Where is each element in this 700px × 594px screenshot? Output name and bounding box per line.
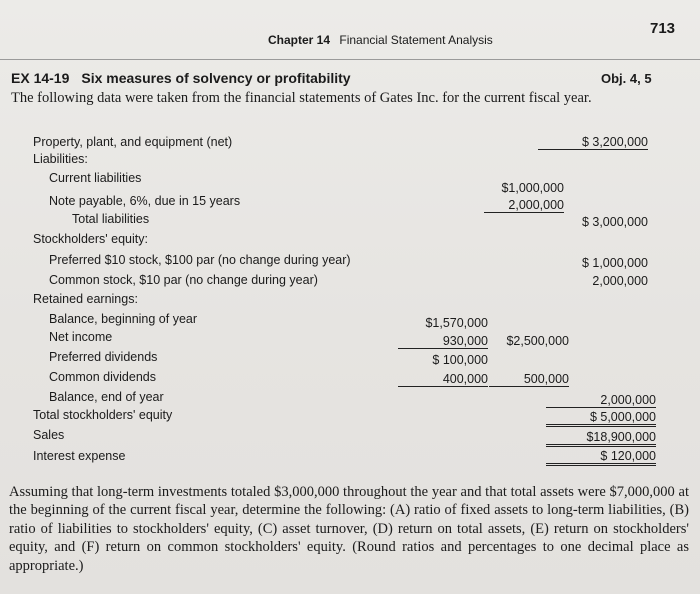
exercise-intro: The following data were taken from the financial statements of Gates Inc. for the current fiscal year.	[11, 90, 592, 106]
exercise-instructions: Assuming that long-term investments totaled $3,000,000 throughout the year and that total assets were $7,000,000 at the beginning of the current fiscal year, determine the following: (A) ratio of fixed assets to long-term liabilities, (B) ratio of liabilities to stockholders' equity, (C) asset turnover, (D) return on total assets, (E) return on stockholders' equity, and (F) return on common stockholders' equity. (Round ratios and percentages to one decimal place as appropriate.)	[9, 484, 689, 574]
exercise-heading	[11, 70, 351, 86]
preferred-stock-value: $ 1,000,000	[581, 256, 648, 270]
note-payable-value: 2,000,000	[484, 198, 564, 213]
total-liabilities-label: Total liabilities	[72, 212, 150, 226]
current-liabilities-value: $1,000,000	[501, 181, 564, 195]
objectives: Obj. 4, 5	[601, 71, 652, 86]
balance-begin-value: $1,570,000	[425, 316, 488, 330]
equity-heading: Stockholders' equity:	[33, 232, 148, 246]
net-income-label: Net income	[49, 330, 113, 344]
interest-expense-value: $ 120,000	[546, 449, 656, 466]
ppe-label: Property, plant, and equipment (net)	[33, 135, 233, 149]
preferred-stock-label: Preferred $10 stock, $100 par (no change during year)	[49, 253, 351, 267]
total-equity-label: Total stockholders' equity	[33, 408, 173, 422]
note-payable-label: Note payable, 6%, due in 15 years	[49, 194, 241, 208]
total-equity-value: $ 5,000,000	[546, 410, 656, 427]
sales-value: $18,900,000	[546, 430, 656, 447]
retained-earnings-heading: Retained earnings:	[33, 292, 138, 306]
balance-end-value: 2,000,000	[546, 393, 656, 408]
common-dividends-value: 400,000	[398, 372, 488, 387]
common-dividends-label: Common dividends	[49, 370, 156, 384]
net-income-value: 930,000	[398, 334, 488, 349]
ppe-value: $ 3,200,000	[538, 135, 648, 150]
dividends-total-value: 500,000	[489, 372, 569, 387]
chapter-title: Financial Statement Analysis	[339, 33, 493, 47]
exercise-title: Six measures of solvency or profitability	[81, 70, 351, 86]
balance-begin-label: Balance, beginning of year	[49, 312, 198, 326]
exercise-number: EX 14-19	[11, 70, 70, 86]
interest-expense-label: Interest expense	[33, 449, 126, 463]
preferred-dividends-value: $ 100,000	[432, 353, 488, 367]
page-number: 713	[650, 20, 676, 37]
header-rule	[0, 59, 700, 60]
retained-subtotal-value: $2,500,000	[506, 334, 569, 348]
balance-end-label: Balance, end of year	[49, 390, 164, 404]
liabilities-heading: Liabilities:	[33, 152, 88, 166]
preferred-dividends-label: Preferred dividends	[49, 350, 158, 364]
total-liabilities-value: $ 3,000,000	[581, 215, 648, 229]
chapter-label: Chapter 14	[268, 33, 331, 47]
common-stock-value: 2,000,000	[592, 274, 648, 288]
current-liabilities-label: Current liabilities	[49, 171, 142, 185]
sales-label: Sales	[33, 428, 65, 442]
chapter-header	[268, 33, 493, 47]
common-stock-label: Common stock, $10 par (no change during year)	[49, 273, 318, 287]
